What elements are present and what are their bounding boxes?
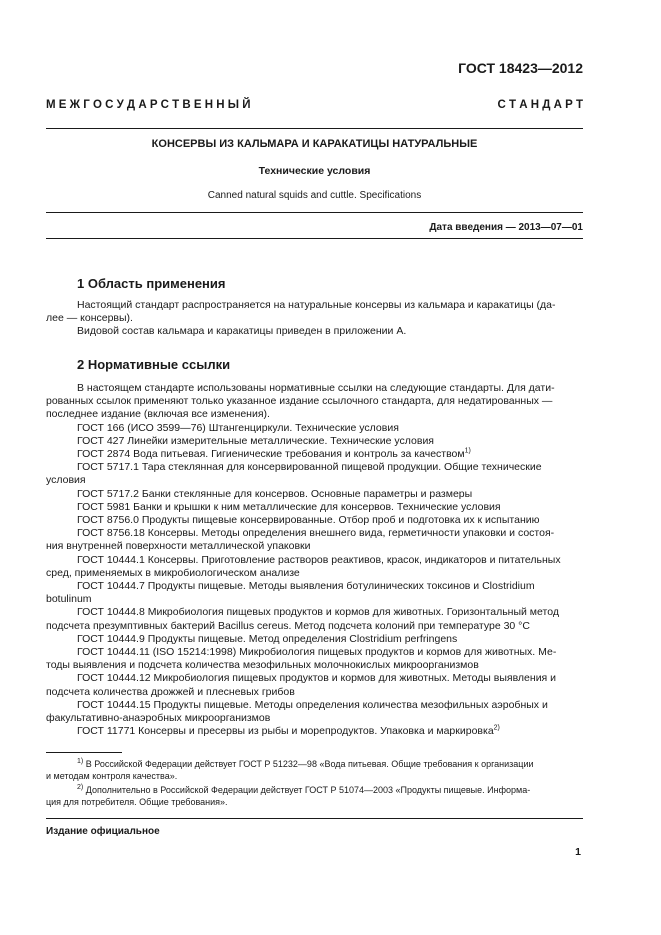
reference-item: ГОСТ 10444.11 (ISO 15214:1998) Микробиология пищевых продуктов и кормов для животных. Ме- xyxy=(77,646,557,659)
section-2-body xyxy=(46,382,583,738)
interstate-standard-heading xyxy=(46,99,583,111)
footnote-1-line-1: В Российской Федерации действует ГОСТ Р 51232—98 «Вода питьевая. Общие требования к организации xyxy=(85,759,534,769)
title-rule-top xyxy=(46,212,583,213)
reference-item-cont: подсчета презумптивных бактерий Bacillus cereus. Метод подсчета колоний при температуре 30 °С xyxy=(46,619,530,632)
document-subtitle: Технические условия xyxy=(258,165,371,177)
footnote-2-line-1: Дополнительно в Российской Федерации действует ГОСТ Р 51074—2003 «Продукты пищевые. Информа- xyxy=(85,785,531,795)
header-rule xyxy=(46,128,583,129)
reference-item: ГОСТ 427 Линейки измерительные металлические. Технические условия xyxy=(77,434,434,447)
english-title: Canned natural squids and cuttle. Specifications xyxy=(207,190,422,201)
section-1-line-1: Настоящий стандарт распространяется на натуральные консервы из кальмара и каракатицы (да- xyxy=(77,299,556,311)
footnote-2 xyxy=(46,784,583,808)
section-1-title: 1 Область применения xyxy=(77,276,226,291)
interstate-left: М Е Ж Г О С У Д А Р С Т В Е Н Н Ы Й xyxy=(46,99,251,111)
interstate-right: С Т А Н Д А Р Т xyxy=(497,99,583,111)
reference-item: ГОСТ 10444.7 Продукты пищевые. Методы выявления ботулинических токсинов и Clostridium xyxy=(77,580,535,593)
reference-item: ГОСТ 166 (ИСО 3599—76) Штангенциркули. Технические условия xyxy=(77,421,399,434)
reference-item-cont: сред, применяемых в микробиологическом анализе xyxy=(46,566,300,579)
reference-item: ГОСТ 8756.0 Продукты пищевые консервированные. Отбор проб и подготовка их к испытанию xyxy=(77,514,540,527)
reference-item-cont: подсчета количества дрожжей и плесневых грибов xyxy=(46,685,295,698)
reference-item: ГОСТ 10444.8 Микробиология пищевых продуктов и кормов для животных. Горизонтальный метод xyxy=(77,606,559,619)
footnote-mark: 2) xyxy=(493,724,500,732)
reference-item: ГОСТ 10444.9 Продукты пищевые. Метод определения Clostridium perfringens xyxy=(77,632,458,645)
section-1-line-3: Видовой состав кальмара и каракатицы приведен в приложении А. xyxy=(77,325,407,338)
reference-item: ГОСТ 5717.2 Банки стеклянные для консервов. Основные параметры и размеры xyxy=(77,487,473,500)
section-2-intro-3: последнее издание (включая все изменения). xyxy=(46,408,270,421)
footnote-2-mark: 2) xyxy=(77,784,84,791)
footnote-2-line-2: ция для потребителя. Общие требования». xyxy=(46,797,228,807)
section-2-title: 2 Нормативные ссылки xyxy=(77,357,231,372)
title-rule-bottom xyxy=(46,238,583,239)
section-2-intro-1: В настоящем стандарте использованы нормативные ссылки на следующие стандарты. Для дати- xyxy=(77,382,555,394)
section-2-intro-2: рованных ссылок применяют только указанное издание ссылочного стандарта, для недатированных — xyxy=(46,395,553,408)
section-1-body xyxy=(46,299,583,339)
reference-item: ГОСТ 10444.15 Продукты пищевые. Методы определения количества мезофильных аэробных и xyxy=(77,698,548,711)
reference-item: ГОСТ 2874 Вода питьевая. Гигиенические требования и контроль за качеством xyxy=(77,448,465,461)
reference-item-cont: ния внутренней поверхности металлической упаковки xyxy=(46,540,311,553)
page-number: 1 xyxy=(575,846,581,858)
reference-item-cont: факультативно-анаэробных микроорганизмов xyxy=(46,712,271,725)
reference-item: ГОСТ 8756.18 Консервы. Методы определения внешнего вида, герметичности упаковки и состоя- xyxy=(77,527,555,540)
reference-item: ГОСТ 11771 Консервы и пресервы из рыбы и морепродуктов. Упаковка и маркировка xyxy=(77,725,494,738)
reference-item: ГОСТ 10444.1 Консервы. Приготовление растворов реактивов, красок, индикаторов и питательных xyxy=(77,553,561,566)
intro-date: Дата введения — 2013—07—01 xyxy=(429,222,583,233)
footnote-1-mark: 1) xyxy=(77,758,84,765)
section-1-line-2: лее — консервы). xyxy=(46,312,133,325)
edition-label: Издание официальное xyxy=(46,826,160,837)
document-title: КОНСЕРВЫ ИЗ КАЛЬМАРА И КАРАКАТИЦЫ НАТУРАЛЬНЫЕ xyxy=(151,138,478,150)
reference-item-cont: botulinum xyxy=(46,593,92,606)
gost-number: ГОСТ 18423—2012 xyxy=(458,60,583,76)
reference-item: ГОСТ 5717.1 Тара стеклянная для консервированной пищевой продукции. Общие технические xyxy=(77,461,542,474)
reference-item-cont: тоды выявления и подсчета количества мезофильных молочнокислых микроорганизмов xyxy=(46,659,479,672)
footnote-1-line-2: и методам контроля качества». xyxy=(46,771,178,781)
edition-rule xyxy=(46,818,583,819)
reference-item: ГОСТ 5981 Банки и крышки к ним металлические для консервов. Технические условия xyxy=(77,500,501,513)
reference-item: ГОСТ 10444.12 Микробиология пищевых продуктов и кормов для животных. Методы выявления и xyxy=(77,672,557,685)
reference-item-cont: условия xyxy=(46,474,86,487)
footnote-rule xyxy=(46,752,122,753)
footnote-mark: 1) xyxy=(464,447,471,455)
footnote-1 xyxy=(46,758,583,782)
